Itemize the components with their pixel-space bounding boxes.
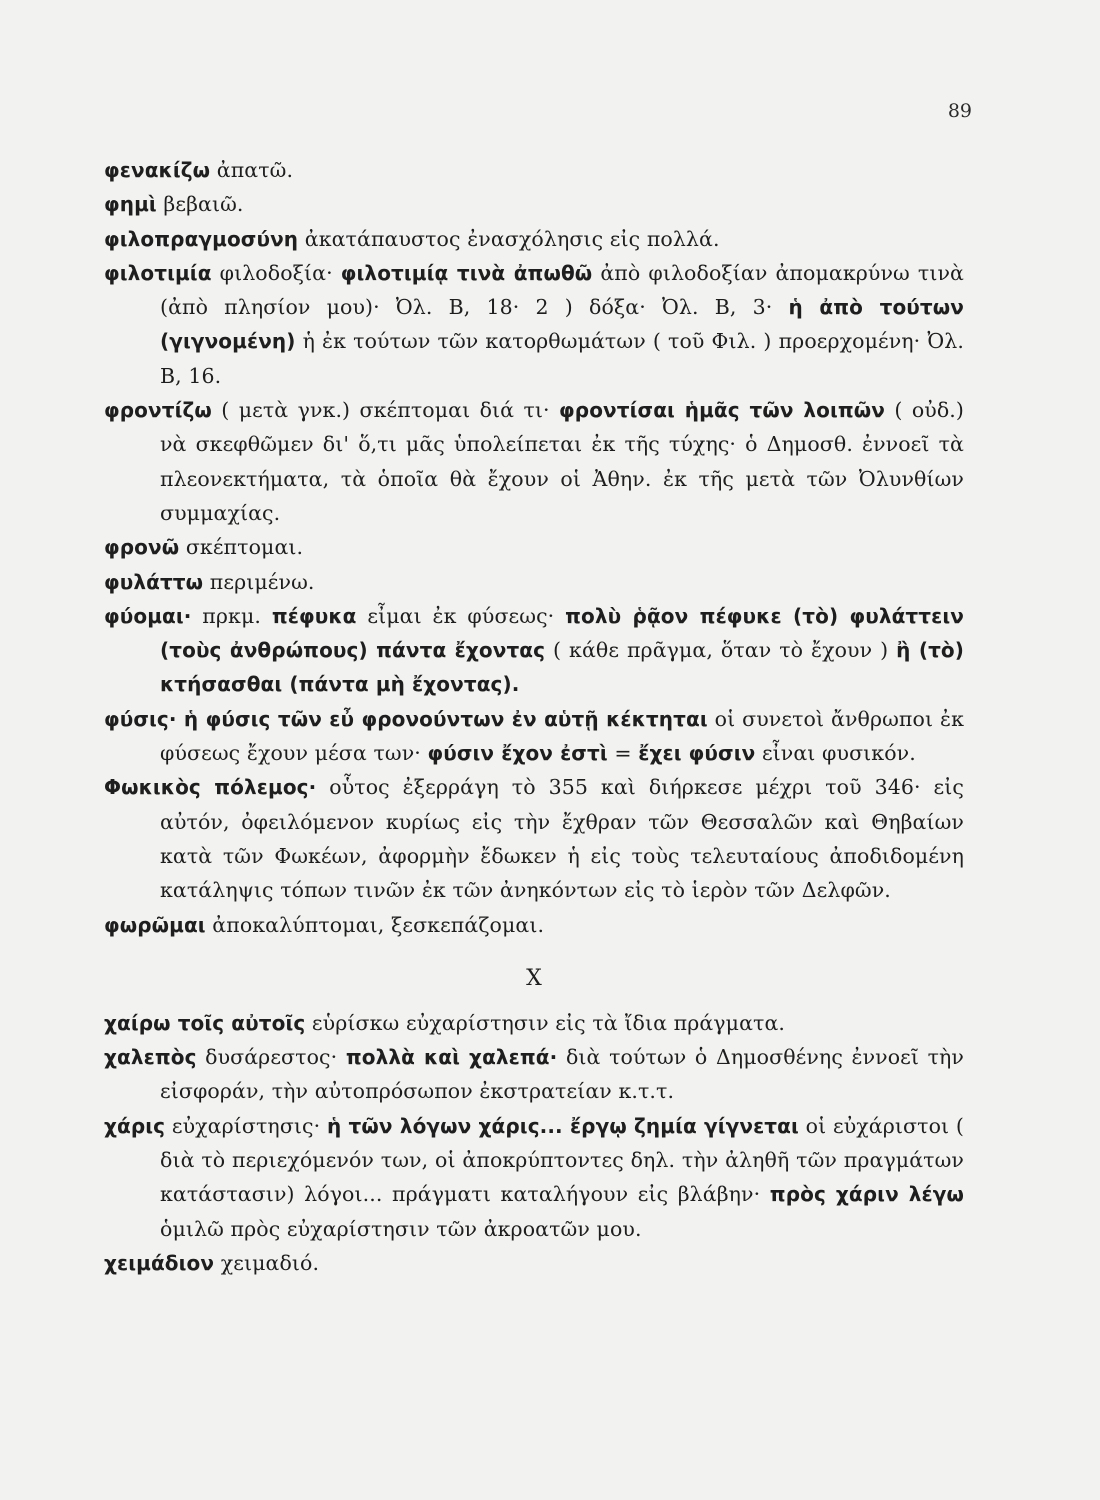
- entry-definition: πρκμ.: [191, 603, 272, 628]
- entry-definition: εἶμαι ἐκ φύσεως·: [356, 603, 566, 628]
- glossary-entry: [104, 1040, 964, 1109]
- glossary-entry: [104, 1246, 964, 1280]
- entry-headword: φύομαι·: [104, 603, 192, 628]
- entry-headword: χειμάδιον: [104, 1250, 215, 1275]
- entry-phrase: πολλὰ καὶ χαλεπά·: [345, 1045, 558, 1070]
- entry-phrase: πέφυκα: [271, 603, 357, 628]
- entry-definition: περιμένω.: [203, 569, 315, 594]
- glossary-entry: [104, 702, 964, 771]
- entry-headword: φυλάττω: [104, 569, 204, 594]
- entry-definition: εὐχαρίστησις·: [165, 1113, 328, 1138]
- glossary-entry: [104, 187, 964, 221]
- entry-phrase: ἢ (τὸ) κτήσασθαι (πάντα μὴ ἔχοντας).: [160, 638, 965, 697]
- entry-headword: φενακίζω: [104, 158, 211, 182]
- entry-definition: εὑρίσκω εὐχαρίστησιν εἰς τὰ ἴδια πράγματα.: [305, 1010, 786, 1035]
- entry-definition: οἱ εὐχάριστοι ( διὰ τὸ περιεχόμενόν των, οἱ ἀποκρύπτοντες δηλ. τὴν ἀληθῆ τῶν πραγμάτων κατάστασιν) λόγοι... πράγματι καταλήγουν εἰς βλάβην·: [160, 1113, 964, 1207]
- entry-phrase: φύσιν ἔχον ἐστὶ: [427, 741, 608, 766]
- entry-headword: χαίρω τοῖς αὐτοῖς: [104, 1010, 306, 1035]
- entry-definition: ἀπατῶ.: [210, 158, 294, 182]
- entry-definition: φιλοδοξία·: [211, 260, 341, 285]
- entry-definition: βεβαιῶ.: [156, 192, 244, 217]
- entry-headword: φιλοπραγμοσύνη: [104, 226, 299, 251]
- entry-headword: φύσις· ἡ φύσις τῶν εὖ φρονούντων ἐν αὑτῇ κέκτηται: [104, 706, 708, 731]
- glossary-entry: [104, 393, 964, 530]
- entry-phrase: ἔχει φύσιν: [638, 741, 756, 766]
- entry-definition: ὁμιλῶ πρὸς εὐχαρίστησιν τῶν ἀκροατῶν μου.: [160, 1216, 642, 1241]
- glossary-entry: [104, 222, 964, 256]
- glossary-entry: [104, 1109, 964, 1246]
- entry-headword: φροντίζω: [104, 398, 212, 423]
- entry-phrase: ἡ τῶν λόγων χάρις... ἔργῳ ζημία γίγνεται: [327, 1113, 799, 1138]
- entry-definition: χειμαδιό.: [214, 1250, 320, 1275]
- glossary-entry: [104, 153, 964, 187]
- entry-definition: εἶναι φυσικόν.: [755, 741, 916, 766]
- glossary-entry: [104, 908, 964, 942]
- entry-definition: οὗτος ἐξερράγη τὸ 355 καὶ διήρκεσε μέχρι τοῦ 346· εἰς αὐτόν, ὀφειλόμενον κυρίως εἰς τὴν ἔχθραν τῶν Θεσσαλῶν καὶ Θηβαίων κατὰ τῶν Φωκέων, ἀφορμὴν ἔδωκεν ἡ εἰς τοὺς τελευταίους ἀποδιδομένη κατάληψις τόπων τινῶν ἐκ τῶν ἀνηκόντων εἰς τὸ ἱερὸν τῶν Δελφῶν.: [160, 775, 964, 903]
- entry-phrase: φιλοτιμίᾳ τινὰ ἀπωθῶ: [340, 260, 593, 285]
- glossary-entry: [104, 599, 964, 702]
- entry-phrase: πολὺ ῥᾷον πέφυκε (τὸ) φυλάττειν (τοὺς ἀνθρώπους) πάντα ἔχοντας: [160, 603, 965, 663]
- glossary-entry: [104, 770, 964, 907]
- glossary-entry: [104, 530, 964, 564]
- entry-definition: δυσάρεστος·: [196, 1045, 346, 1070]
- glossary-entry: [104, 1006, 964, 1040]
- entry-phrase: πρὸς χάριν λέγω: [769, 1182, 964, 1207]
- entry-headword: φρονῶ: [104, 535, 180, 560]
- entry-headword: φιλοτιμία: [104, 260, 212, 285]
- entry-headword: φωρῶμαι: [104, 912, 206, 937]
- entry-definition: οἱ συνετοὶ ἄνθρωποι ἐκ φύσεως ἔχουν μέσα των·: [160, 706, 964, 766]
- entry-definition: ἀπὸ φιλοδοξίαν ἀπομακρύνω τινὰ (ἀπὸ πλησίον μου)· Ὀλ. Β, 18· 2 ) δόξα· Ὀλ. Β, 3·: [160, 260, 964, 320]
- entry-definition: ( μετὰ γνκ.) σκέπτομαι διά τι·: [211, 398, 560, 423]
- entry-definition: ἡ ἐκ τούτων τῶν κατορθωμάτων ( τοῦ Φιλ. ) προερχομένη· Ὀλ. Β, 16.: [160, 329, 964, 388]
- entry-definition: ( κάθε πρᾶγμα, ὅταν τὸ ἔχουν ): [545, 638, 897, 663]
- entry-definition: ἀκατάπαυστος ἐνασχόλησις εἰς πολλά.: [298, 226, 720, 251]
- glossary-content: [104, 153, 964, 1280]
- entry-definition: =: [607, 741, 639, 766]
- entry-headword: φημὶ: [104, 192, 157, 217]
- entry-headword: χάρις: [104, 1113, 166, 1138]
- entry-definition: ἀποκαλύπτομαι, ξεσκεπάζομαι.: [205, 912, 545, 937]
- section-letter-chi: X: [526, 965, 542, 991]
- entry-definition: διὰ τούτων ὁ Δημοσθένης ἐννοεῖ τὴν εἰσφοράν, τὴν αὐτοπρόσωπον ἐκστρατείαν κ.τ.τ.: [160, 1045, 964, 1104]
- entry-phrase: φροντίσαι ἡμᾶς τῶν λοιπῶν: [559, 398, 885, 423]
- glossary-entry: [104, 565, 964, 599]
- glossary-entry: [104, 256, 964, 393]
- entry-phrase: ἡ ἀπὸ τούτων (γιγνομένη): [160, 295, 964, 354]
- entries-chi: [104, 1006, 964, 1280]
- page-number: 89: [947, 100, 972, 122]
- entries-phi: [104, 153, 964, 942]
- entry-headword: Φωκικὸς πόλεμος·: [104, 775, 317, 800]
- entry-definition: σκέπτομαι.: [179, 535, 304, 560]
- entry-headword: χαλεπὸς: [104, 1045, 197, 1070]
- entry-definition: ( οὐδ.) νὰ σκεφθῶμεν δι' ὅ,τι μᾶς ὑπολείπεται ἐκ τῆς τύχης· ὁ Δημοσθ. ἐννοεῖ τὰ πλεονεκτήματα, τὰ ὁποῖα θὰ ἔχουν οἱ Ἀθην. ἐκ τῆς μετὰ τῶν Ὀλυνθίων συμμαχίας.: [160, 398, 964, 525]
